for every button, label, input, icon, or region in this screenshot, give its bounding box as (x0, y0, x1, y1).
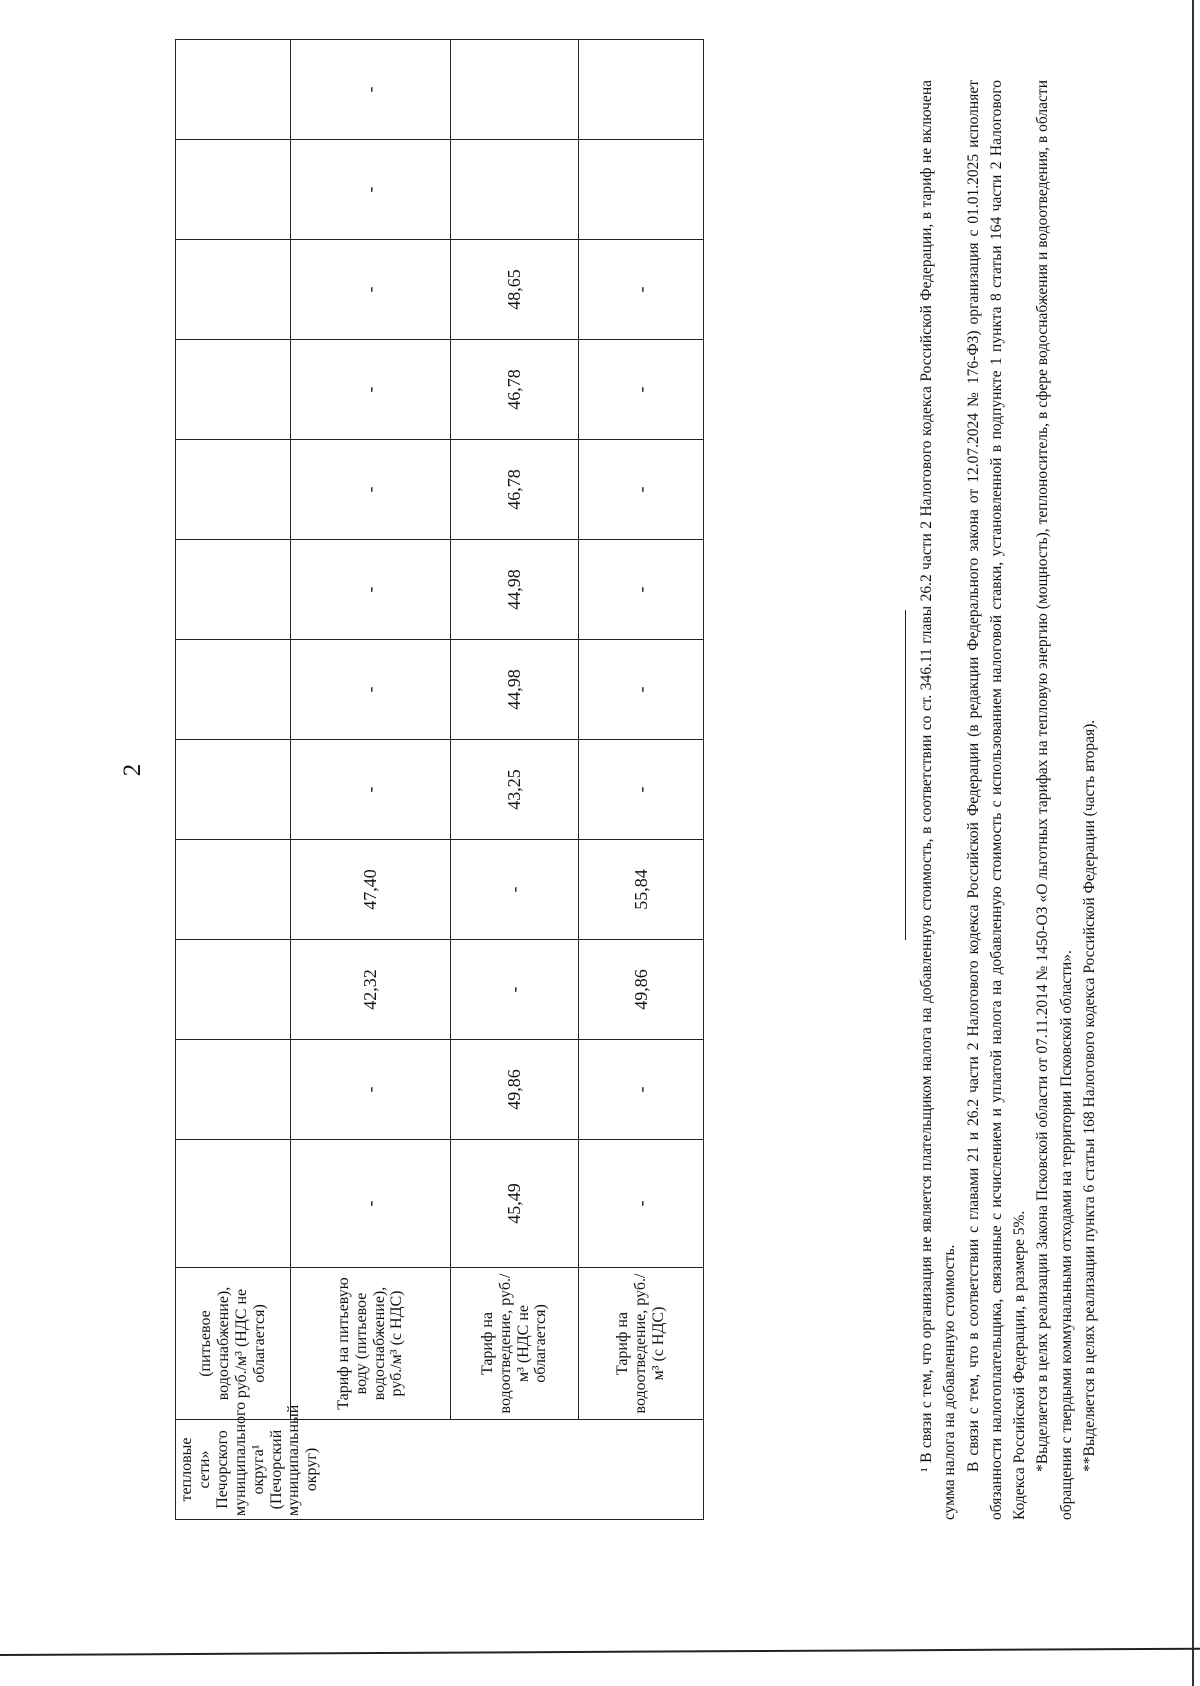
scan-edge-right (1192, 0, 1200, 1686)
table-row (579, 40, 704, 1520)
tariff-value-cell (176, 740, 291, 840)
tariff-value-cell: 49,86 (579, 940, 704, 1040)
tariff-value-cell: - (579, 340, 704, 440)
rotated-content (45, 20, 1165, 1580)
tariff-table (175, 39, 704, 1520)
tariff-value-cell: - (291, 140, 451, 240)
tariff-value-cell: - (291, 540, 451, 640)
tariff-value-cell: - (579, 440, 704, 540)
tariff-value-cell: 46,78 (451, 340, 579, 440)
tariff-value-cell (579, 140, 704, 240)
tariff-value-cell: - (291, 440, 451, 540)
tariff-value-cell (176, 940, 291, 1040)
footnote-1: ¹ В связи с тем, что организация не является плательщиком налога на добавленную стоимость, в соответствии со ст. 346.11 главы 26.2 части 2 Налогового кодекса Российской Федерации, в тариф не включена сумма налога на добавленную стоимость. (918, 80, 959, 1520)
tariff-value-cell (176, 340, 291, 440)
tariff-value-cell: - (291, 740, 451, 840)
tariff-value-cell: - (291, 40, 451, 140)
footnote-2: В связи с тем, что в соответствии с главами 21 и 26.2 части 2 Налогового кодекса Российской Федерации (в редакции Федерального закона от 12.07.2024 № 176-ФЗ) организация с 01.01.2025 исполняет обязанности налогоплательщика, связанные с исчислением и уплатой налога на добавленную стоимость с использованием налоговой ставки, установленной в подпункте 1 пункта 8 статьи 164 части 2 Налогового Кодекса Российской Федерации, в размере 5%. (964, 80, 1028, 1520)
tariff-value-cell (176, 1040, 291, 1140)
tariff-value-cell: 44,98 (451, 540, 579, 640)
tariff-value-cell (176, 240, 291, 340)
footnote-double-star: **Выделяется в целях реализации пункта 6 статьи 168 Налогового кодекса Российской Федерации (часть вторая). (1080, 719, 1098, 1472)
tariff-value-cell (176, 840, 291, 940)
tariff-value-cell: - (579, 640, 704, 740)
tariff-value-cell (451, 140, 579, 240)
tariff-label-cell: Тариф на питьевую воду (питьевое водоснабжение), руб./м³ (с НДС) (291, 1268, 451, 1420)
tariff-value-cell: 44,98 (451, 640, 579, 740)
tariff-value-cell: 48,65 (451, 240, 579, 340)
footnotes (915, 80, 1101, 1520)
tariff-value-cell (579, 40, 704, 140)
tariff-label-cell: Тариф на водоотведение, руб./м³ (с НДС) (579, 1268, 704, 1420)
footnote-star: *Выделяется в целях реализации Закона Псковской области от 07.11.2014 № 1450-ОЗ «О льготных тарифах на тепловую энергию (мощность), теплоноситель, в сфере водоснабжения и водоотведения, в области обращения с твердыми коммунальными отходами на территории Псковской области». (1034, 80, 1075, 1520)
tariff-label-cell: Тариф на водоотведение, руб./м³ (НДС не облагается) (451, 1268, 579, 1420)
tariff-value-cell: - (579, 540, 704, 640)
tariff-value-cell: - (451, 940, 579, 1040)
tariff-value-cell: 47,40 (291, 840, 451, 940)
tariff-value-cell: - (291, 1140, 451, 1268)
tariff-value-cell: 55,84 (579, 840, 704, 940)
tariff-value-cell: 42,32 (291, 940, 451, 1040)
tariff-value-cell (176, 640, 291, 740)
tariff-value-cell: - (291, 640, 451, 740)
tariff-value-cell: - (579, 1140, 704, 1268)
tariff-value-cell: - (579, 240, 704, 340)
tariff-value-cell: - (579, 740, 704, 840)
tariff-value-cell: 45,49 (451, 1140, 579, 1268)
footnote-separator (905, 610, 906, 940)
tariff-label-cell: (питьевое водоснабжение), руб./м³ (НДС не облагается) (176, 1268, 291, 1420)
page-number: 2 (119, 763, 146, 777)
tariff-value-cell: 46,78 (451, 440, 579, 540)
tariff-value-cell: - (291, 1040, 451, 1140)
tariff-value-cell (176, 40, 291, 140)
tariff-value-cell: - (291, 240, 451, 340)
table-row (291, 40, 451, 1520)
tariff-value-cell (176, 440, 291, 540)
tariff-value-cell (176, 540, 291, 640)
tariff-value-cell (176, 1140, 291, 1268)
table-row (176, 40, 291, 1520)
scan-edge-bottom (0, 1648, 1200, 1656)
tariff-value-cell (451, 40, 579, 140)
organization-cell: тепловые сети» Печорского муниципального округа¹ (Печорский муниципальный округ) (176, 1420, 704, 1520)
tariff-value-cell: - (579, 1040, 704, 1140)
tariff-value-cell: 49,86 (451, 1040, 579, 1140)
tariff-value-cell: - (451, 840, 579, 940)
tariff-value-cell (176, 140, 291, 240)
tariff-value-cell: 43,25 (451, 740, 579, 840)
tariff-value-cell: - (291, 340, 451, 440)
table-row (451, 40, 579, 1520)
table-body (176, 40, 704, 1520)
